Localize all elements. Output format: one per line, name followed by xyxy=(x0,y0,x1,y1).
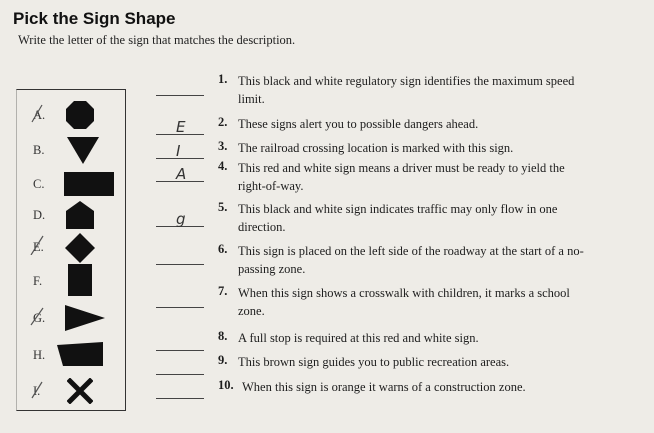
question-number: 3. xyxy=(218,139,228,153)
question-text xyxy=(242,378,642,396)
vertical-rectangle-sign-icon xyxy=(68,264,92,296)
inverted-triangle-sign-icon xyxy=(66,135,100,165)
sign-letter: H. xyxy=(33,348,46,362)
answer-value: I xyxy=(176,142,181,160)
question-line-1: When this sign is orange it warns of a construction zone. xyxy=(242,380,526,394)
question-line-1: This black and white regulatory sign identifies the maximum speed xyxy=(238,74,575,88)
question-line-1: When this sign shows a crosswalk with children, it marks a school xyxy=(238,286,570,300)
answer-blank[interactable] xyxy=(156,293,204,308)
pennant-sign-icon xyxy=(65,305,105,331)
question-number: 8. xyxy=(218,329,228,343)
answer-value: E xyxy=(176,118,186,136)
question-text xyxy=(238,353,638,371)
answer-blank[interactable] xyxy=(156,360,204,375)
question-number: 7. xyxy=(218,284,228,298)
question-line-2: right-of-way. xyxy=(238,179,304,193)
answer-blank[interactable] xyxy=(156,81,204,96)
sign-letter: E. xyxy=(33,240,44,254)
sign-letter: I. xyxy=(33,384,41,398)
answer-blank[interactable] xyxy=(156,336,204,351)
sign-option-f xyxy=(17,266,125,296)
sign-option-d xyxy=(17,200,125,230)
question-number: 5. xyxy=(218,200,228,214)
question-line-1: A full stop is required at this red and white sign. xyxy=(238,331,479,345)
horizontal-rectangle-sign-icon xyxy=(64,172,114,196)
octagon-sign-icon xyxy=(65,100,95,130)
question-number: 6. xyxy=(218,242,228,256)
question-number: 2. xyxy=(218,115,228,129)
question-number: 4. xyxy=(218,159,228,173)
answer-blank[interactable] xyxy=(156,384,204,399)
question-number: 10. xyxy=(218,378,234,392)
question-number: 1. xyxy=(218,72,228,86)
question-line-2: direction. xyxy=(238,220,286,234)
question-line-2: passing zone. xyxy=(238,262,306,276)
question-text xyxy=(238,329,638,347)
sign-option-e xyxy=(17,232,125,262)
sign-option-c xyxy=(17,169,125,199)
diamond-sign-icon xyxy=(64,232,96,264)
question-text xyxy=(238,200,638,236)
question-line-2: zone. xyxy=(238,304,265,318)
question-text xyxy=(238,242,638,278)
sign-letter: D. xyxy=(33,208,46,222)
question-line-1: This brown sign guides you to public recreation areas. xyxy=(238,355,510,369)
question-line-1: This red and white sign means a driver must be ready to yield the xyxy=(238,161,565,175)
answer-blank[interactable] xyxy=(156,144,204,159)
question-text xyxy=(238,159,638,195)
answer-value: A xyxy=(176,165,187,183)
question-line-2: limit. xyxy=(238,92,265,106)
answer-blank[interactable] xyxy=(156,250,204,265)
answer-blank[interactable] xyxy=(156,212,204,227)
sign-letter: B. xyxy=(33,143,45,157)
sign-option-a xyxy=(17,100,125,130)
page-title: Pick the Sign Shape xyxy=(13,9,176,28)
answer-blank[interactable] xyxy=(156,167,204,182)
sign-letter: G. xyxy=(33,311,46,325)
sign-letter: A. xyxy=(33,108,46,122)
sign-letter: F. xyxy=(33,274,43,288)
answer-blank[interactable] xyxy=(156,120,204,135)
question-line-1: This sign is placed on the left side of the roadway at the start of a no- xyxy=(238,244,584,258)
question-text xyxy=(238,139,638,157)
question-line-1: These signs alert you to possible dangers ahead. xyxy=(238,117,479,131)
pentagon-sign-icon xyxy=(65,200,95,230)
sign-legend-box xyxy=(16,89,126,411)
question-number: 9. xyxy=(218,353,228,367)
question-line-1: This black and white sign indicates traffic may only flow in one xyxy=(238,202,558,216)
sign-letter: C. xyxy=(33,177,45,191)
sign-option-b xyxy=(17,135,125,165)
trapezoid-sign-icon xyxy=(57,342,103,366)
question-text xyxy=(238,72,638,108)
question-text xyxy=(238,115,638,133)
instructions: Write the letter of the sign that matches the description. xyxy=(18,33,296,47)
question-line-1: The railroad crossing location is marked with this sign. xyxy=(238,141,514,155)
answer-value: g xyxy=(176,210,186,228)
sign-option-i xyxy=(17,376,125,406)
sign-option-g xyxy=(17,303,125,333)
question-text xyxy=(238,284,638,320)
sign-option-h xyxy=(17,340,125,370)
crossbuck-sign-icon xyxy=(67,378,93,404)
